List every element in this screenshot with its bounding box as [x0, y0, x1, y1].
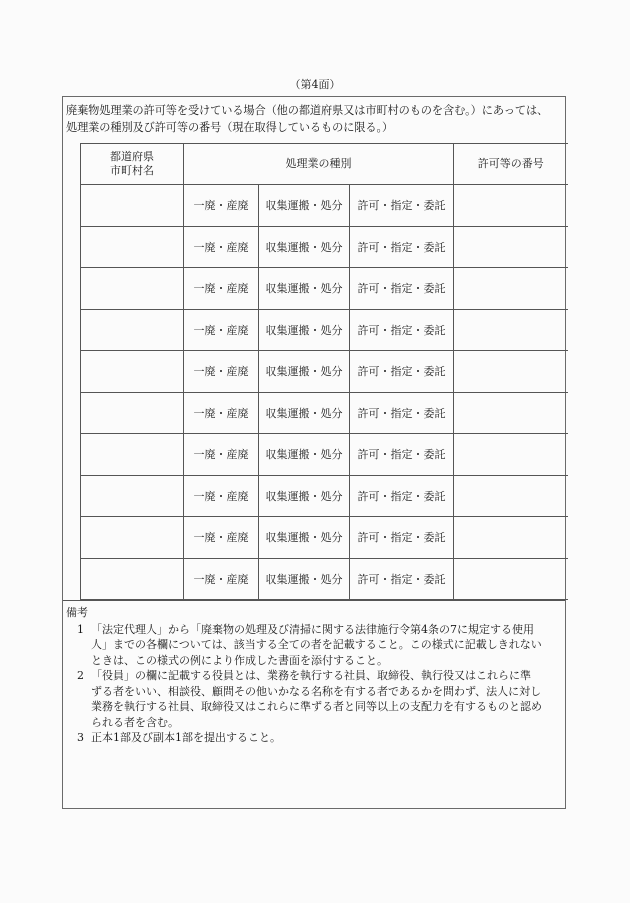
prefecture-cell[interactable] [81, 517, 184, 559]
note-item [66, 730, 564, 746]
operation-cell: 収集運搬・処分 [259, 309, 350, 351]
permit-number-cell[interactable] [454, 392, 568, 434]
waste-type-cell: 一廃・産廃 [184, 392, 259, 434]
prefecture-cell[interactable] [81, 351, 184, 393]
operation-cell: 収集運搬・処分 [259, 268, 350, 310]
prefecture-cell[interactable] [81, 226, 184, 268]
intro-line: 廃棄物処理業の許可等を受けている場合（他の都道府県又は市町村のものを含む。）にあっては、 [66, 104, 549, 117]
operation-cell: 収集運搬・処分 [259, 185, 350, 227]
table-row [81, 434, 568, 476]
waste-type-cell: 一廃・産廃 [184, 226, 259, 268]
note-item [66, 622, 564, 669]
permit-kind-cell: 許可・指定・委託 [350, 351, 454, 393]
header-business-type: 処理業の種別 [184, 144, 454, 185]
table-row [81, 517, 568, 559]
note-number: 2 [77, 669, 84, 682]
table-row [81, 185, 568, 227]
header-prefecture-line1: 都道府県 [110, 150, 154, 163]
note-line: ときは、この様式の例により作成した書面を添付すること。 [91, 653, 388, 667]
notes-title: 備考 [66, 606, 88, 619]
permit-number-cell[interactable] [454, 517, 568, 559]
waste-type-cell: 一廃・産廃 [184, 351, 259, 393]
table-row [81, 558, 568, 600]
permit-number-cell[interactable] [454, 226, 568, 268]
table-row [81, 309, 568, 351]
permit-number-cell[interactable] [454, 268, 568, 310]
prefecture-cell[interactable] [81, 475, 184, 517]
table-row [81, 268, 568, 310]
table-row [81, 392, 568, 434]
table-row [81, 475, 568, 517]
note-number: 1 [77, 622, 84, 636]
table-header-row [81, 144, 568, 185]
header-prefecture [81, 144, 184, 185]
note-number: 3 [77, 731, 84, 744]
permit-kind-cell: 許可・指定・委託 [350, 268, 454, 310]
prefecture-cell[interactable] [81, 268, 184, 310]
page-label: （第4面） [289, 78, 341, 91]
permit-kind-cell: 許可・指定・委託 [350, 392, 454, 434]
permit-kind-cell: 許可・指定・委託 [350, 185, 454, 227]
note-line: ずる者をいい、相談役、顧問その他いかなる名称を有する者であるかを問わず、法人に対し [91, 684, 542, 698]
note-line: 業務を執行する社員、取締役又はこれらに準ずる者と同等以上の支配力を有するものと認め [91, 700, 542, 713]
waste-type-cell: 一廃・産廃 [184, 517, 259, 559]
permit-kind-cell: 許可・指定・委託 [350, 309, 454, 351]
prefecture-cell[interactable] [81, 309, 184, 351]
notes-divider [63, 600, 565, 601]
note-line: られる者を含む。 [91, 715, 179, 729]
permit-kind-cell: 許可・指定・委託 [350, 226, 454, 268]
form-box [62, 96, 566, 809]
notes-section [66, 605, 564, 746]
intro-line: 処理業の種別及び許可等の番号（現在取得しているものに限る。） [66, 121, 394, 134]
operation-cell: 収集運搬・処分 [259, 434, 350, 476]
note-body [87, 622, 564, 669]
waste-type-cell: 一廃・産廃 [184, 309, 259, 351]
waste-type-cell: 一廃・産廃 [184, 558, 259, 600]
operation-cell: 収集運搬・処分 [259, 226, 350, 268]
waste-type-cell: 一廃・産廃 [184, 475, 259, 517]
waste-type-cell: 一廃・産廃 [184, 434, 259, 476]
note-item [66, 668, 564, 730]
permit-number-cell[interactable] [454, 351, 568, 393]
permit-number-cell[interactable] [454, 185, 568, 227]
table-row [81, 226, 568, 268]
note-body [87, 668, 564, 730]
prefecture-cell[interactable] [81, 185, 184, 227]
note-line: 「法定代理人」から「廃棄物の処理及び清掃に関する法律施行令第4条の7に規定する使用 [91, 622, 534, 636]
operation-cell: 収集運搬・処分 [259, 475, 350, 517]
note-line: 「役員」の欄に記載する役員とは、業務を執行する社員、取締役、執行役又はこれらに準 [91, 669, 531, 682]
intro-text [66, 102, 566, 136]
header-prefecture-line2: 市町村名 [110, 164, 154, 177]
operation-cell: 収集運搬・処分 [259, 392, 350, 434]
prefecture-cell[interactable] [81, 392, 184, 434]
table-row [81, 351, 568, 393]
permit-table [80, 143, 568, 600]
note-body [87, 730, 564, 746]
header-permit-number: 許可等の番号 [454, 144, 568, 185]
permit-number-cell[interactable] [454, 475, 568, 517]
operation-cell: 収集運搬・処分 [259, 351, 350, 393]
prefecture-cell[interactable] [81, 558, 184, 600]
permit-kind-cell: 許可・指定・委託 [350, 475, 454, 517]
permit-number-cell[interactable] [454, 309, 568, 351]
prefecture-cell[interactable] [81, 434, 184, 476]
permit-number-cell[interactable] [454, 558, 568, 600]
waste-type-cell: 一廃・産廃 [184, 268, 259, 310]
waste-type-cell: 一廃・産廃 [184, 185, 259, 227]
permit-number-cell[interactable] [454, 434, 568, 476]
permit-kind-cell: 許可・指定・委託 [350, 558, 454, 600]
note-line: 人」までの各欄については、該当する全ての者を記載すること。この様式に記載しきれない [91, 638, 542, 651]
permit-kind-cell: 許可・指定・委託 [350, 434, 454, 476]
permit-kind-cell: 許可・指定・委託 [350, 517, 454, 559]
note-line: 正本1部及び副本1部を提出すること。 [91, 731, 281, 744]
operation-cell: 収集運搬・処分 [259, 558, 350, 600]
operation-cell: 収集運搬・処分 [259, 517, 350, 559]
